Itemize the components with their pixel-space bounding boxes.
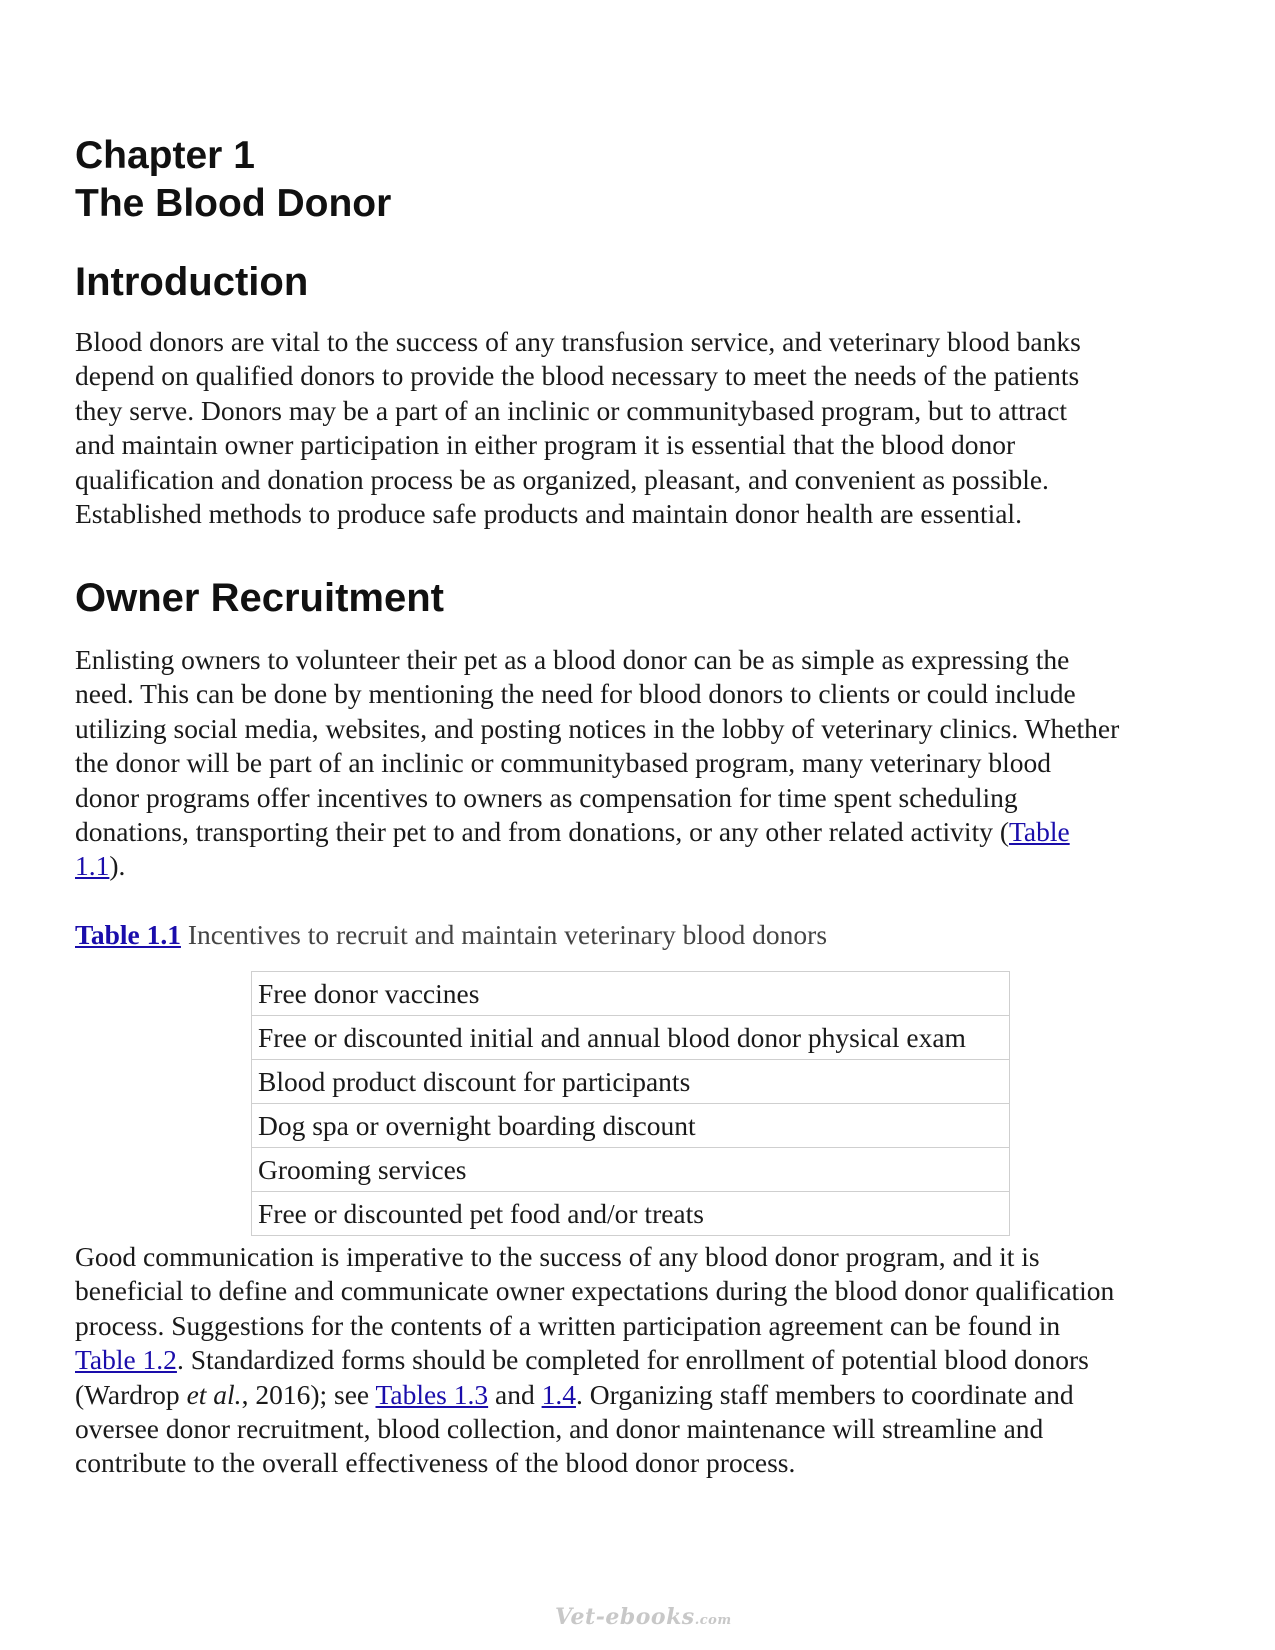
owner-recruitment-paragraph <box>75 643 1119 884</box>
paragraph-text: (Wardrop <box>75 1378 187 1410</box>
table-caption-text: Incentives to recruit and maintain veterinary blood donors <box>180 919 828 950</box>
paragraph-line: and maintain owner participation in either program it is essential that the blood donor <box>75 429 1016 461</box>
paragraph-line <box>75 1343 1114 1377</box>
chapter-title: The Blood Donor <box>75 182 392 225</box>
table-cell: Blood product discount for participants <box>252 1060 1010 1104</box>
owner-recruitment-heading: Owner Recruitment <box>75 576 444 620</box>
paragraph-line: oversee donor recruitment, blood collection, and donor maintenance will streamline and <box>75 1413 1044 1445</box>
paragraph-line: they serve. Donors may be a part of an inclinic or communitybased program, but to attract <box>75 394 1067 426</box>
communication-paragraph <box>75 1240 1114 1481</box>
watermark-logo <box>555 1604 732 1630</box>
paragraph-text: . Organizing staff members to coordinate and <box>575 1378 1074 1410</box>
paragraph-text: ). <box>109 850 126 882</box>
paragraph-line <box>75 1378 1114 1412</box>
table-cell: Free or discounted pet food and/or treats <box>252 1192 1010 1236</box>
table-row <box>252 1104 1010 1148</box>
paragraph-line: utilizing social media, websites, and posting notices in the lobby of veterinary clinics. Whether <box>75 712 1120 744</box>
table-caption <box>75 918 827 952</box>
table-cell: Grooming services <box>252 1148 1010 1192</box>
paragraph-text: and <box>488 1378 542 1410</box>
table-row <box>252 1060 1010 1104</box>
paragraph-line: donor programs offer incentives to owners as compensation for time spent scheduling <box>75 781 1018 813</box>
paragraph-line: Good communication is imperative to the success of any blood donor program, and it is <box>75 1241 1040 1272</box>
paragraph-line: depend on qualified donors to provide the blood necessary to meet the needs of the patients <box>75 360 1080 392</box>
watermark-suffix: .com <box>694 1613 732 1628</box>
paragraph-line: Enlisting owners to volunteer their pet as a blood donor can be as simple as expressing the <box>75 644 1070 675</box>
table-cell: Dog spa or overnight boarding discount <box>252 1104 1010 1148</box>
paragraph-text: donations, transporting their pet to and from donations, or any other related activity ( <box>75 816 1009 848</box>
table-cell: Free donor vaccines <box>252 972 1010 1016</box>
chapter-number: Chapter 1 <box>75 134 255 177</box>
paragraph-line: beneficial to define and communicate owner expectations during the blood donor qualification <box>75 1275 1115 1307</box>
tables-1-3-link[interactable]: Tables 1.3 <box>375 1378 489 1410</box>
table-1-1-link-continued[interactable]: 1.1 <box>75 850 110 882</box>
table-1-2-link[interactable]: Table 1.2 <box>75 1344 177 1376</box>
table-row <box>252 1148 1010 1192</box>
paragraph-text: , 2016); see <box>241 1378 376 1410</box>
paragraph-line <box>75 849 1119 883</box>
watermark-main: Vet-ebooks <box>555 1604 695 1630</box>
paragraph-line: the donor will be part of an inclinic or communitybased program, many veterinary blood <box>75 747 1051 779</box>
table-cell: Free or discounted initial and annual blood donor physical exam <box>252 1016 1010 1060</box>
paragraph-line: contribute to the overall effectiveness of the blood donor process. <box>75 1447 796 1479</box>
incentives-table <box>251 971 1010 1236</box>
introduction-paragraph <box>75 325 1081 531</box>
paragraph-line: process. Suggestions for the contents of a written participation agreement can be found in <box>75 1309 1061 1341</box>
table-row <box>252 972 1010 1016</box>
table-row <box>252 1016 1010 1060</box>
table-1-1-link[interactable]: Table <box>1009 816 1070 848</box>
paragraph-line <box>75 815 1119 849</box>
table-1-4-link[interactable]: 1.4 <box>541 1378 576 1410</box>
introduction-heading: Introduction <box>75 260 309 304</box>
et-al-text: et al. <box>186 1378 242 1410</box>
paragraph-line: qualification and donation process be as organized, pleasant, and convenient as possible. <box>75 463 1049 495</box>
table-label-link[interactable]: Table 1.1 <box>75 919 181 950</box>
paragraph-line: Blood donors are vital to the success of any transfusion service, and veterinary blood banks <box>75 326 1081 357</box>
paragraph-line: need. This can be done by mentioning the need for blood donors to clients or could include <box>75 678 1076 710</box>
paragraph-text: . Standardized forms should be completed for enrollment of potential blood donors <box>176 1344 1089 1376</box>
table-row <box>252 1192 1010 1236</box>
chapter-heading <box>75 132 391 228</box>
paragraph-line: Established methods to produce safe products and maintain donor health are essential. <box>75 498 1022 530</box>
